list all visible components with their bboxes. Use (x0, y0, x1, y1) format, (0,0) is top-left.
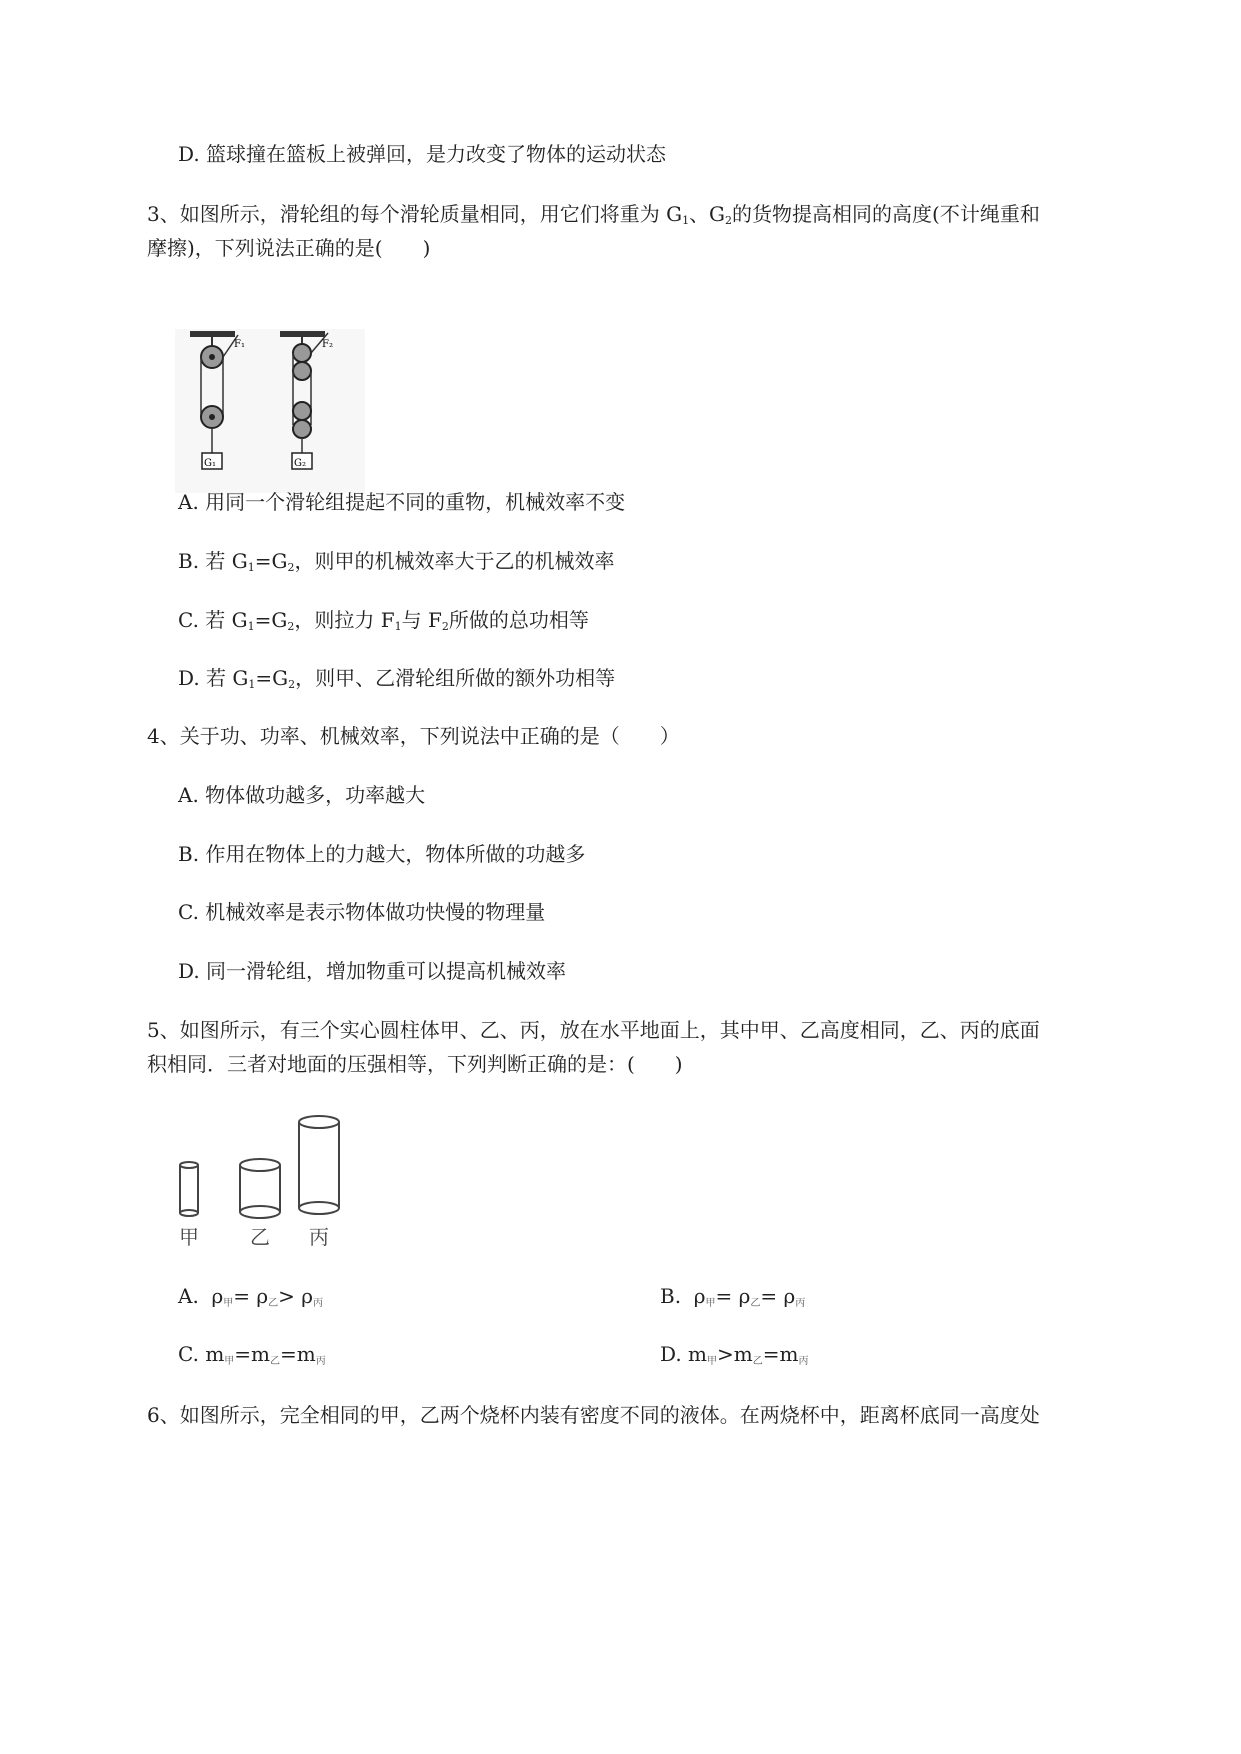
q3-b-sub2: 2 (287, 561, 295, 574)
q5-b-s3: 丙 (795, 1298, 806, 1309)
q5-option-d (660, 1340, 808, 1376)
ceiling-right (280, 331, 325, 337)
label-g2: G₂ (294, 458, 306, 469)
q5-a-s1: 甲 (223, 1298, 234, 1309)
label-f1: F₁ (234, 339, 245, 350)
q5-a-prefix: A. (178, 1284, 199, 1308)
q4-option-c: C. 机械效率是表示物体做功快慢的物理量 (178, 900, 546, 924)
q3-option-c (178, 606, 589, 641)
q4-option-d: D. 同一滑轮组，增加物重可以提高机械效率 (178, 959, 567, 983)
q5-option-a (178, 1282, 323, 1318)
q5-c-s2: 乙 (270, 1356, 281, 1367)
q3-stem-line2: 摩擦)，下列说法正确的是( ) (147, 236, 431, 260)
q5-b-prefix: B. (660, 1284, 682, 1308)
q3-b-post: ，则甲的机械效率大于乙的机械效率 (294, 549, 615, 573)
q5-b-s1: 甲 (705, 1298, 716, 1309)
q5-stem-line2: 积相同．三者对地面的压强相等，下列判断正确的是：( ) (147, 1052, 683, 1076)
pulley-figure (170, 325, 370, 500)
q3-option-b (178, 547, 614, 582)
q3-stem-line1 (147, 200, 1040, 235)
cylinder-yi (240, 1159, 280, 1218)
q3-d-pre: D. 若 G (178, 666, 249, 690)
q3-stem-pre: 3、如图所示，滑轮组的每个滑轮质量相同，用它们将重为 G (147, 202, 683, 226)
q5-a-op2: > ρ (278, 1284, 314, 1308)
cylinder-bing (299, 1116, 339, 1214)
q5-c-s1: 甲 (224, 1356, 235, 1367)
q4-stem: 4、关于功、功率、机械效率，下列说法中正确的是（ ） (147, 724, 680, 748)
q5-b-rho: ρ (693, 1284, 706, 1308)
q2-option-d: D. 篮球撞在篮板上被弹回，是力改变了物体的运动状态 (178, 142, 667, 166)
label-jia: 甲 (179, 1225, 199, 1249)
q5-d-m: m (688, 1342, 708, 1366)
label-f2: F₂ (322, 339, 333, 350)
q3-c-mid: =G (254, 608, 288, 632)
q3-b-mid: =G (254, 549, 288, 573)
q5-c-s3: 丙 (315, 1356, 326, 1367)
q5-d-s3: 丙 (798, 1356, 809, 1367)
label-yi: 乙 (250, 1225, 270, 1249)
q5-d-op2: =m (762, 1342, 799, 1366)
q3-c-sub3: 1 (394, 620, 402, 633)
q5-d-s2: 乙 (752, 1356, 763, 1367)
q3-c-mid3: 与 F (401, 608, 442, 632)
q5-stem-line1: 5、如图所示，有三个实心圆柱体甲、乙、丙，放在水平地面上，其中甲、乙高度相同，乙、丙的底面 (147, 1018, 1040, 1042)
q3-stem-post: 的货物提高相同的高度(不计绳重和 (732, 202, 1040, 226)
q5-c-op2: =m (280, 1342, 316, 1366)
q3-d-sub1: 1 (248, 678, 256, 691)
q3-b-sub1: 1 (247, 561, 255, 574)
q3-b-pre: B. 若 G (178, 549, 248, 573)
q3-option-d (178, 664, 615, 699)
q5-d-op1: >m (717, 1342, 753, 1366)
label-bing: 丙 (309, 1225, 329, 1249)
q5-d-s1: 甲 (707, 1356, 718, 1367)
ceiling-left (190, 331, 235, 337)
q4-option-a: A. 物体做功越多，功率越大 (178, 783, 426, 807)
q5-a-s2: 乙 (268, 1298, 279, 1309)
q5-option-c (178, 1340, 326, 1376)
cylinders-figure (170, 1110, 400, 1260)
g2-subscript: 2 (725, 214, 733, 227)
q3-d-sub2: 2 (288, 678, 296, 691)
q5-a-rho: ρ (211, 1284, 224, 1308)
q3-d-mid: =G (255, 666, 289, 690)
q5-c-prefix: C. (178, 1342, 199, 1366)
q5-b-op1: = ρ (715, 1284, 751, 1308)
cylinder-jia (180, 1162, 198, 1216)
q5-c-op1: =m (234, 1342, 271, 1366)
q3-c-sub1: 1 (247, 620, 255, 633)
q5-b-op2: = ρ (760, 1284, 796, 1308)
q5-a-s3: 丙 (313, 1298, 324, 1309)
q5-c-m: m (205, 1342, 225, 1366)
q6-stem-line1: 6、如图所示，完全相同的甲，乙两个烧杯内装有密度不同的液体。在两烧杯中，距离杯底同一高度处 (147, 1403, 1040, 1427)
q3-option-a: A. 用同一个滑轮组提起不同的重物，机械效率不变 (178, 490, 626, 514)
q5-option-b (660, 1282, 805, 1318)
q5-d-prefix: D. (660, 1342, 682, 1366)
q3-stem-sep: 、G (689, 202, 726, 226)
g1-subscript: 1 (682, 214, 690, 227)
q3-c-sub4: 2 (441, 620, 449, 633)
q3-c-post: 所做的总功相等 (448, 608, 589, 632)
q3-c-mid2: ，则拉力 F (294, 608, 395, 632)
q3-c-sub2: 2 (287, 620, 295, 633)
q3-c-pre: C. 若 G (178, 608, 248, 632)
q5-b-s2: 乙 (750, 1298, 761, 1309)
q4-option-b: B. 作用在物体上的力越大，物体所做的功越多 (178, 842, 586, 866)
q3-d-post: ，则甲、乙滑轮组所做的额外功相等 (295, 666, 616, 690)
q5-a-op1: = ρ (233, 1284, 269, 1308)
label-g1: G₁ (204, 458, 216, 469)
